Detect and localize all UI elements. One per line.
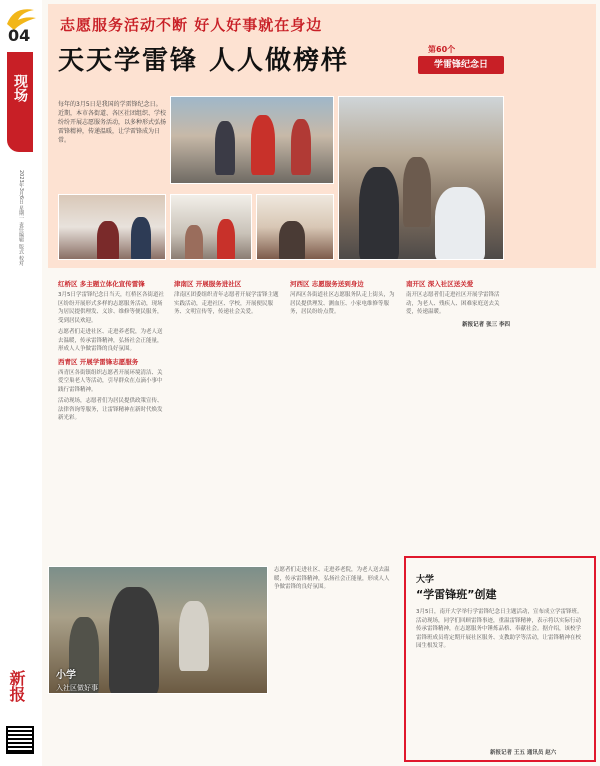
bottom-article-column xyxy=(274,566,394,595)
article-column-2 xyxy=(174,276,282,320)
column-subhead: 西青区 开展学雷锋志愿服务 xyxy=(58,357,139,366)
column-subhead: 河西区 志愿服务送到身边 xyxy=(290,280,364,288)
headline: 天天学雷锋 人人做榜样 xyxy=(58,46,350,76)
badge-top: 第60个 xyxy=(428,45,456,54)
vertical-meta: 2023年3月6日 星期一 责任编辑 版式 校对 xyxy=(18,170,24,266)
column-subhead: 红桥区 多主题立体化宣传雷锋 xyxy=(58,280,145,288)
column-subhead: 津南区 开展服务进社区 xyxy=(174,280,242,288)
qr-code-icon xyxy=(6,726,34,754)
intro-text: 每年的3月5日是我国的学雷锋纪念日。近期，本市各街道、各区社团组织、学校纷纷开展志愿服务活动，以多种形式弘扬雷锋精神，传递温暖，让学雷锋成为日常。 xyxy=(58,101,167,144)
feature-byline: 新报记者 王五 通讯员 赵六 xyxy=(490,750,557,756)
column-paragraph: 津南区团委组织青年志愿者开展学雷锋主题实践活动，走进社区、学校，开展便民服务、文明宣传等，传递社会关爱。 xyxy=(174,292,279,315)
section-label: 现场 xyxy=(12,74,28,102)
bottom-photo-title: 小学 xyxy=(56,670,76,681)
feature-body: 3月5日，南开大学举行学雷锋纪念日主题活动，宣布成立学雷锋班。活动现场，同学们回顾雷锋事迹，重温雷锋精神，表示将以实际行动传承雷锋精神，在志愿服务中锤炼品格、奉献社会。据介绍，该校学雷锋班成员将定期开展社区服务、支教助学等活动，让雷锋精神在校园生根发芽。 xyxy=(416,609,583,649)
bottom-photo-caption xyxy=(56,670,98,694)
article-column-4 xyxy=(406,276,510,328)
section-tab xyxy=(7,52,33,152)
photo-haircut-service xyxy=(338,96,504,260)
column-subhead: 南开区 深入社区送关爱 xyxy=(406,280,474,288)
kicker: 志愿服务活动不断 好人好事就在身边 xyxy=(60,16,323,34)
photo-indoor-activity xyxy=(170,194,252,260)
anniversary-badge: 学雷锋纪念日 xyxy=(418,56,504,74)
page-number: 04 xyxy=(8,26,31,45)
highlighted-feature-box[interactable] xyxy=(404,556,596,762)
article-column-1 xyxy=(58,276,166,426)
column-paragraph: 河西区各街道社区志愿服务队走上街头，为居民提供理发、测血压、小家电维修等服务，居民纷纷点赞。 xyxy=(290,292,395,315)
column-paragraph: 西青区各街镇组织志愿者开展环境清洁、关爱空巢老人等活动，引导群众在点滴小事中践行雷锋精神。 xyxy=(58,369,163,393)
photo-elder-care xyxy=(256,194,334,260)
article-column-3 xyxy=(290,276,398,320)
photo-community-event xyxy=(58,194,166,260)
photo-volunteers-street xyxy=(170,96,334,184)
column-paragraph: 志愿者们走进社区、走进养老院，为老人送去温暖，传承雷锋精神，弘扬社会正能量，形成人人争做雷锋的良好氛围。 xyxy=(58,329,163,352)
column-byline: 新报记者 张三 李四 xyxy=(462,321,510,328)
column-paragraph: 志愿者们走进社区、走进养老院，为老人送去温暖，传承雷锋精神，弘扬社会正能量，形成人人争做雷锋的良好氛围。 xyxy=(274,567,390,590)
bottom-photo-subtitle: 入社区做好事 xyxy=(56,684,98,692)
paper-name: 新报 xyxy=(7,670,26,702)
column-paragraph: 3月5日学雷锋纪念日当天，红桥区各街道社区纷纷开展形式多样的志愿服务活动，现场为居民提供理发、义诊、维修等便民服务，受到居民欢迎。 xyxy=(58,292,164,324)
left-strip xyxy=(0,0,42,766)
column-paragraph: 南开区志愿者们走进社区开展学雷锋活动，为老人、残疾人、困难家庭送去关爱，传递温暖。 xyxy=(406,292,500,315)
column-paragraph: 活动现场，志愿者们为居民提供政策宣传、法律咨询等服务，让雷锋精神在新时代焕发新光彩。 xyxy=(58,398,163,421)
feature-title: “学雷锋班”创建 xyxy=(416,588,497,601)
feature-title-small: 大学 xyxy=(416,575,435,585)
